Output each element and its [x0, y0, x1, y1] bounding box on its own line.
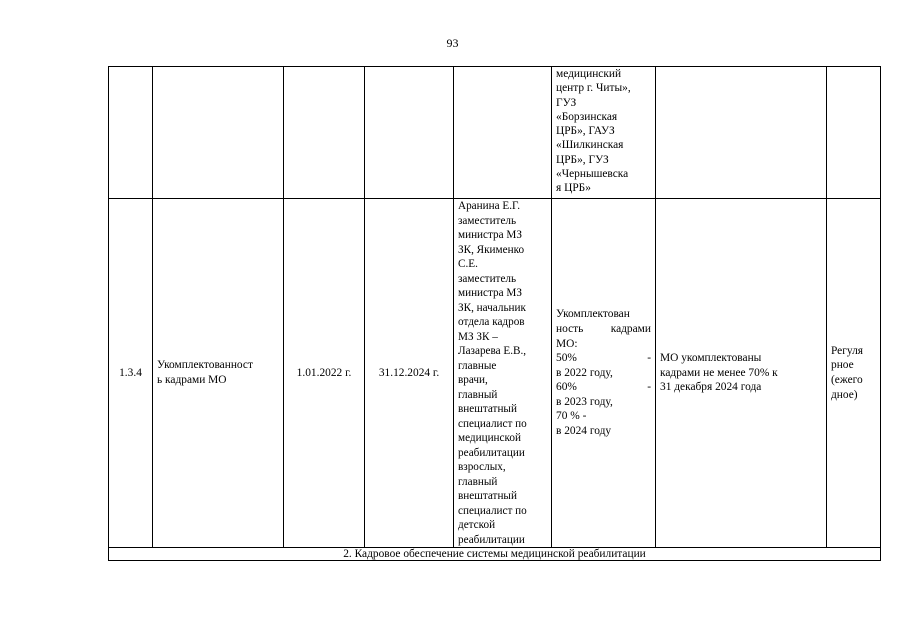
responsible-persons	[454, 199, 552, 548]
cell-periodicity	[827, 67, 881, 199]
periodicity	[827, 199, 881, 548]
responsible-line: ЗК, начальник	[458, 301, 526, 314]
indicator-line: МО:	[556, 337, 578, 350]
executors-line: «Шилкинская	[556, 139, 624, 152]
result-line: МО укомплектованы	[660, 352, 762, 365]
indicator-line: 60% -	[556, 381, 651, 394]
executors-line: ЦРБ», ГУЗ	[556, 153, 609, 166]
responsible-line: заместитель	[458, 272, 517, 285]
measures-table	[108, 66, 881, 561]
cell-start-date	[284, 67, 365, 199]
event-line: ь кадрами МО	[157, 374, 227, 386]
responsible-line: заместитель	[458, 214, 517, 227]
page-number: 93	[446, 36, 459, 50]
responsible-line: врачи,	[458, 374, 488, 386]
result-line: кадрами не менее 70% к	[660, 366, 778, 379]
indicator-line: в 2023 году,	[556, 395, 613, 408]
indicator-line: ность кадрами	[556, 322, 651, 335]
end-date: 31.12.2024 г.	[365, 199, 454, 548]
responsible-line: С.Е.	[458, 258, 478, 270]
start-date: 1.01.2022 г.	[284, 199, 365, 548]
responsible-line: Аранина Е.Г.	[458, 200, 520, 212]
cell-result	[656, 67, 827, 199]
indicator-line: в 2022 году,	[556, 366, 613, 379]
indicator-line: Укомплектован	[556, 308, 630, 321]
responsible-line: внештатный	[458, 490, 517, 502]
executors-line: «Чернышевска	[556, 168, 629, 181]
executors-line: центр г. Читы»,	[556, 82, 631, 95]
responsible-line: главный	[458, 475, 498, 488]
responsible-line: отдела кадров	[458, 316, 525, 328]
cell-number	[109, 67, 153, 199]
executors-line: я ЦРБ»	[556, 182, 591, 195]
responsible-line: МЗ ЗК –	[458, 330, 498, 343]
section-title: 2. Кадровое обеспечение системы медицинской реабилитации	[109, 548, 881, 561]
responsible-line: ЗК, Якименко	[458, 243, 525, 256]
responsible-line: министра МЗ	[458, 229, 522, 241]
executors-line: «Борзинская	[556, 110, 618, 123]
periodicity-line: Регуля	[831, 344, 864, 357]
expected-result	[656, 199, 827, 548]
responsible-line: главный	[458, 388, 498, 401]
cell-executors	[552, 67, 656, 199]
responsible-line: Лазарева Е.В.,	[458, 345, 527, 357]
cell-end-date	[365, 67, 454, 199]
responsible-line: специалист по	[458, 504, 527, 517]
periodicity-line: рное	[831, 359, 854, 372]
responsible-line: специалист по	[458, 417, 527, 430]
result-line: 31 декабря 2024 года	[660, 381, 762, 394]
cell-responsible	[454, 67, 552, 199]
measure-number: 1.3.4	[109, 199, 153, 548]
responsible-line: медицинской	[458, 432, 521, 444]
responsible-line: главные	[458, 359, 497, 372]
measure-row-1-3-4	[109, 199, 881, 548]
responsible-line: взрослых,	[458, 461, 506, 473]
executors-line: ГУЗ	[556, 96, 577, 109]
event-line: Укомплектованност	[157, 359, 253, 372]
responsible-line: реабилитации	[458, 533, 525, 546]
indicator-line: 50% -	[556, 352, 651, 365]
periodicity-line: дное)	[831, 388, 858, 401]
cell-event	[153, 67, 284, 199]
indicator-line: 70 % -	[556, 410, 587, 423]
responsible-line: детской	[458, 519, 496, 531]
target-indicator	[552, 199, 656, 548]
responsible-line: внештатный	[458, 403, 517, 415]
section-header-row	[109, 548, 881, 561]
executors-line: ЦРБ», ГАУЗ	[556, 125, 615, 138]
measure-event	[153, 199, 284, 548]
responsible-line: реабилитации	[458, 446, 525, 459]
responsible-line: министра МЗ	[458, 287, 522, 299]
indicator-line: в 2024 году	[556, 425, 612, 438]
periodicity-line: (ежего	[831, 374, 863, 386]
continuation-row	[109, 67, 881, 199]
executors-line: медицинский	[556, 68, 622, 80]
